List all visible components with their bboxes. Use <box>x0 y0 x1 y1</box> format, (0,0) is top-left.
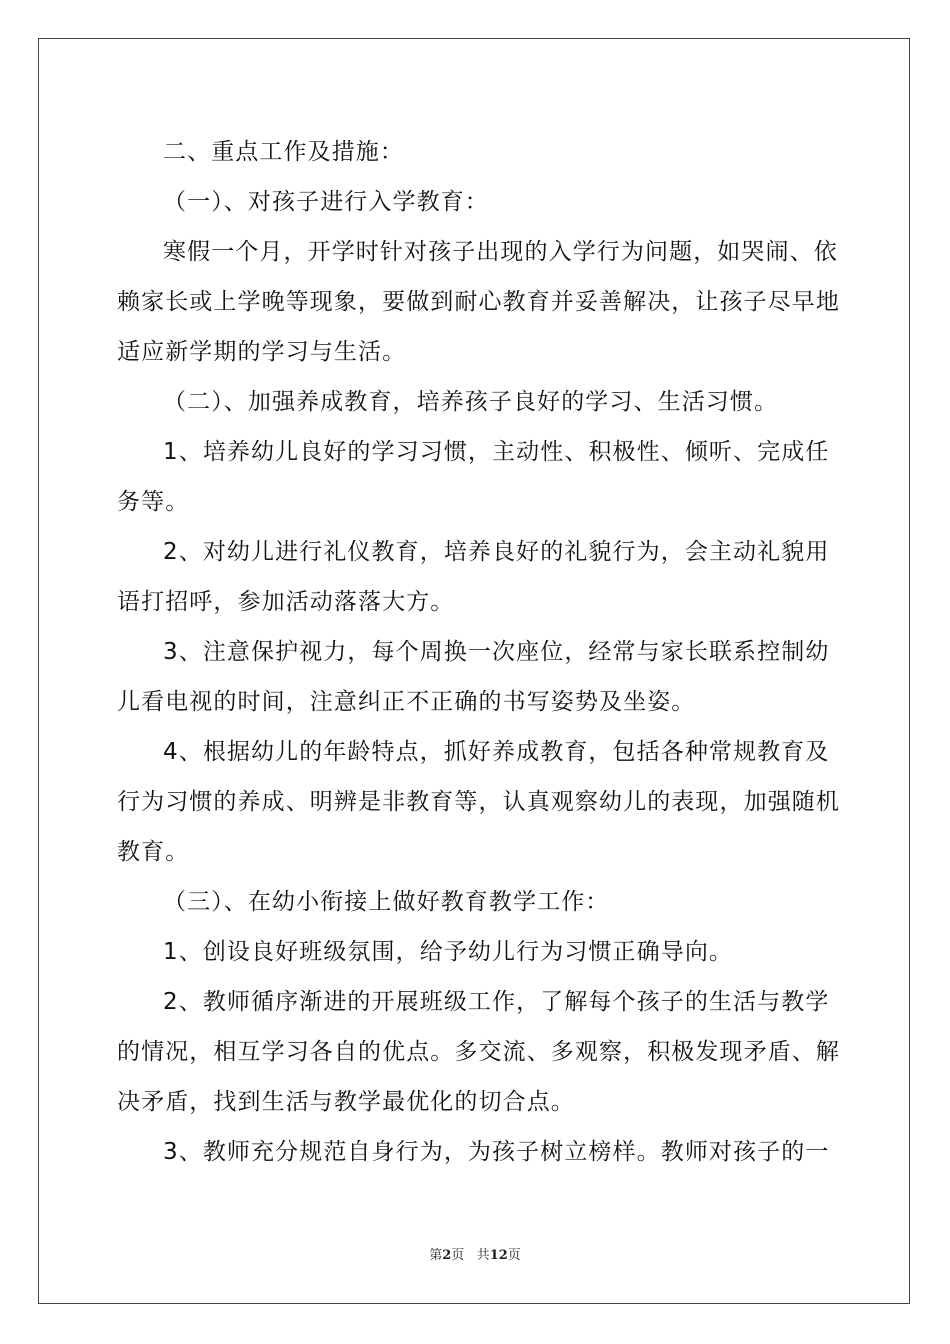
paragraph-line: 1、创设良好班级氛围，给予幼儿行为习惯正确导向。 <box>163 939 734 965</box>
page-number: 2 <box>442 1248 452 1263</box>
total-prefix: 共 <box>476 1248 490 1263</box>
paragraph-line: 2、对幼儿进行礼仪教育，培养良好的礼貌行为，会主动礼貌用 <box>163 539 830 565</box>
total-pages: 12 <box>489 1248 508 1263</box>
total-suffix: 页 <box>507 1248 521 1263</box>
paragraph-line: 语打招呼，参加活动落落大方。 <box>117 589 455 615</box>
paragraph-line: 务等。 <box>117 489 190 515</box>
paragraph-line: 赖家长或上学晚等现象，要做到耐心教育并妥善解决，让孩子尽早地 <box>117 289 840 315</box>
paragraph-line: 4、根据幼儿的年龄特点，抓好养成教育，包括各种常规教育及 <box>163 739 830 765</box>
subheading-transition: （三）、在幼小衔接上做好教育教学工作： <box>163 889 610 915</box>
page-prefix: 第 <box>429 1248 443 1263</box>
subheading-habits: （二）、加强养成教育，培养孩子良好的学习、生活习惯。 <box>163 389 779 415</box>
paragraph-line: 儿看电视的时间，注意纠正不正确的书写姿势及坐姿。 <box>117 689 696 715</box>
paragraph-line: 1、培养幼儿良好的学习习惯，主动性、积极性、倾听、完成任 <box>163 439 830 465</box>
paragraph-line: 的情况，相互学习各自的优点。多交流、多观察，积极发现矛盾、解 <box>117 1039 840 1065</box>
paragraph-line: 3、注意保护视力，每个周换一次座位，经常与家长联系控制幼 <box>163 639 830 665</box>
paragraph-line: 决矛盾，找到生活与教学最优化的切合点。 <box>117 1089 575 1115</box>
page-footer <box>0 1248 950 1264</box>
page-suffix: 页 <box>451 1248 465 1263</box>
paragraph-line: 教育。 <box>117 839 190 865</box>
paragraph-line: 适应新学期的学习与生活。 <box>117 339 407 365</box>
heading-key-work: 二、重点工作及措施： <box>163 139 404 165</box>
paragraph-line: 行为习惯的养成、明辨是非教育等，认真观察幼儿的表现，加强随机 <box>117 789 840 815</box>
paragraph-line: 寒假一个月，开学时针对孩子出现的入学行为问题，如哭闹、依 <box>163 239 838 265</box>
subheading-enrollment: （一）、对孩子进行入学教育： <box>163 189 489 215</box>
paragraph-line: 3、教师充分规范自身行为，为孩子树立榜样。教师对孩子的一 <box>163 1139 830 1165</box>
paragraph-line: 2、教师循序渐进的开展班级工作，了解每个孩子的生活与教学 <box>163 989 830 1015</box>
